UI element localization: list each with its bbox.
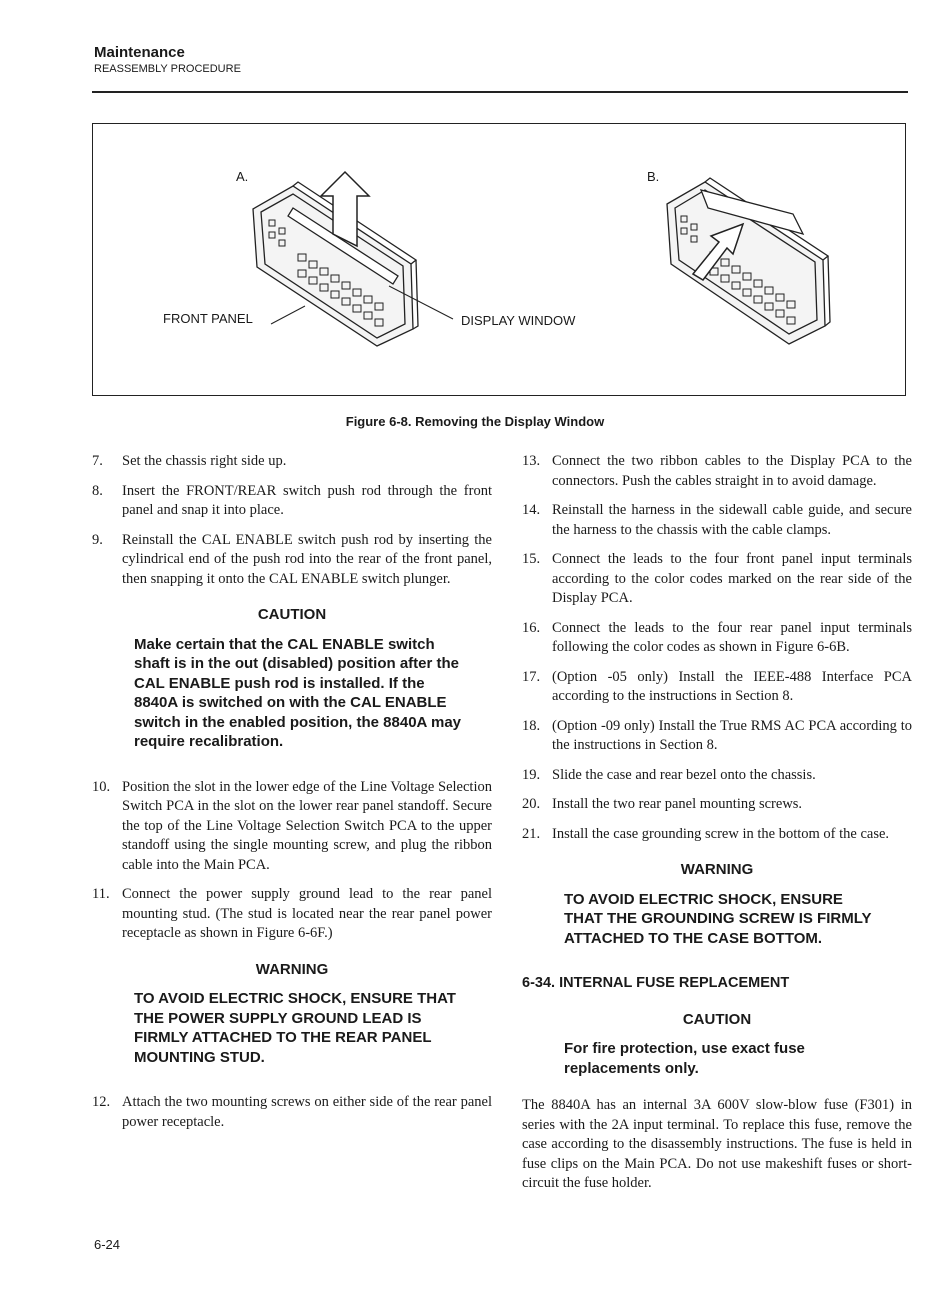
warning-text-2: TO AVOID ELECTRIC SHOCK, ENSURE THAT THE GROUNDING SCREW IS FIRMLY ATTACHED TO THE CASE BOTTOM. xyxy=(564,890,872,947)
step-16: 16. Connect the leads to the four rear panel input terminals following the color codes as shown in Figure 6-6B. xyxy=(522,619,912,655)
step-9: 9. Reinstall the CAL ENABLE switch push rod by inserting the cylindrical end of the push rod into the rear of the front panel, then snapping it onto the CAL ENABLE switch plunger. xyxy=(92,531,492,587)
step-11: 11. Connect the power supply ground lead to the rear panel mounting stud. (The stud is located near the rear panel power receptacle as shown in Figure 6-6F.) xyxy=(92,886,492,941)
drawing-a xyxy=(253,172,453,346)
right-column xyxy=(522,452,912,1194)
step-18: 18. (Option -09 only) Install the True RMS AC PCA according to the instructions in Section 8. xyxy=(522,717,912,753)
drawing-b xyxy=(667,178,830,344)
figure-label-front-panel: FRONT PANEL xyxy=(163,311,253,326)
header-rule xyxy=(92,91,908,93)
figure-label-a: A. xyxy=(236,169,249,184)
warning-heading: WARNING xyxy=(255,960,329,978)
section-heading: 6-34. INTERNAL FUSE REPLACEMENT xyxy=(522,975,790,991)
step-15: 15. Connect the leads to the four front panel input terminals according to the color codes marked on the rear side of the Display PCA. xyxy=(522,551,912,606)
page-number: 6-24 xyxy=(94,1237,121,1252)
step-12: 12. Attach the two mounting screws on either side of the rear panel power receptacle. xyxy=(92,1094,492,1130)
figure-caption: Figure 6-8. Removing the Display Window xyxy=(345,414,605,429)
step-20: 20. Install the two rear panel mounting screws. xyxy=(522,796,803,812)
caution-heading-2: CAUTION xyxy=(682,1010,752,1028)
warning-heading-2: WARNING xyxy=(680,861,754,878)
step-8: 8. Insert the FRONT/REAR switch push rod through the front panel and snap it into place. xyxy=(92,482,492,518)
caution-heading: CAUTION xyxy=(257,606,327,623)
section-title: Maintenance xyxy=(94,44,185,61)
left-column xyxy=(92,452,492,1142)
caution-text: Make certain that the CAL ENABLE switch shaft is in the out (disabled) position after the CAL ENABLE push rod is installed. If the 8840A is switched on with the CAL ENABLE switch in the enabled position, the 8840A may require recalibration. xyxy=(134,635,462,750)
step-19: 19. Slide the case and rear bezel onto the chassis. xyxy=(522,766,816,783)
step-21: 21. Install the case grounding screw in the bottom of the case. xyxy=(522,825,890,842)
figure-label-display-window: DISPLAY WINDOW xyxy=(461,313,576,328)
step-13: 13. Connect the two ribbon cables to the Display PCA to the connectors. Push the cables straight in to avoid damage. xyxy=(522,453,912,489)
warning-text: TO AVOID ELECTRIC SHOCK, ENSURE THAT THE POWER SUPPLY GROUND LEAD IS FIRMLY ATTACHED TO THE REAR PANEL MOUNTING STUD. xyxy=(134,990,456,1066)
figure-frame xyxy=(92,123,906,396)
step-17: 17. (Option -05 only) Install the IEEE-488 Interface PCA according to the instructions in Section 8. xyxy=(522,668,912,704)
fuse-paragraph: The 8840A has an internal 3A 600V slow-blow fuse (F301) in series with the 2A input terminal. To replace this fuse, remove the case according to the disassembly instructions. The fuse is held in fuse clips on the Main PCA. Do not use makeshift fuses or short-circuit the fuse holder. xyxy=(522,1097,912,1191)
step-10: 10. Position the slot in the lower edge of the Line Voltage Selection Switch PCA in the slot on the lower rear panel standoff. Secure the top of the Line Voltage Selection Switch PCA to the upper standoff using the single mounting screw, and plug the ribbon cable into the Main PCA. xyxy=(92,778,492,873)
figure-label-b: B. xyxy=(647,169,660,184)
section-subtitle: REASSEMBLY PROCEDURE xyxy=(94,63,241,75)
display-window-illustration xyxy=(93,124,905,395)
step-7: 7. Set the chassis right side up. xyxy=(92,453,287,469)
caution-text-2: For fire protection, use exact fuse replacements only. xyxy=(564,1040,805,1077)
step-14: 14. Reinstall the harness in the sidewall cable guide, and secure the harness to the chassis with the cable clamps. xyxy=(522,502,912,538)
